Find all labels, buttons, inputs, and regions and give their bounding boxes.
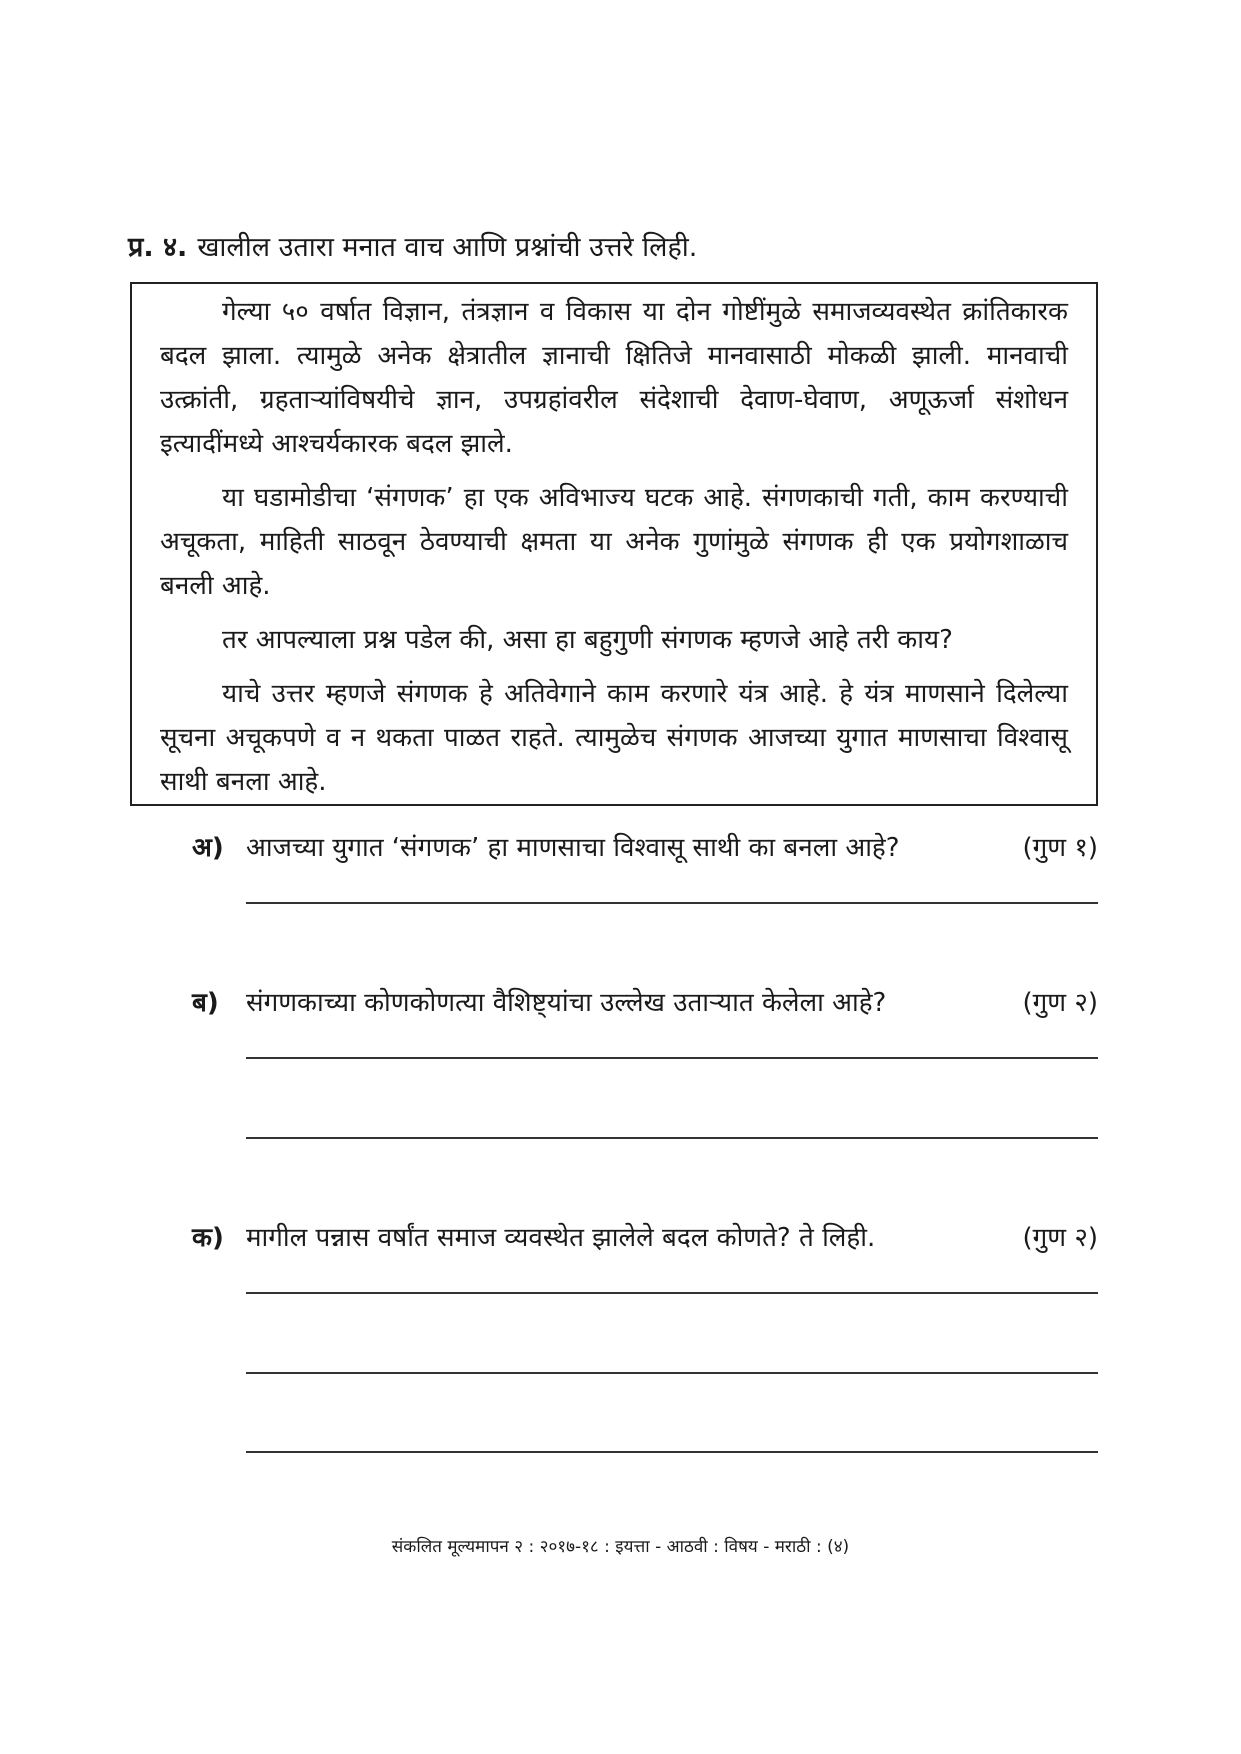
passage-paragraph: गेल्या ५० वर्षात विज्ञान, तंत्रज्ञान व विकास या दोन गोष्टींमुळे समाजव्यवस्थेत क्रांतिकारक बदल झाला. त्यामुळे अनेक क्षेत्रातील ज्ञानाची क्षितिजे मानवासाठी मोकळी झाली. मानवाची उत्क्रांती, ग्रहताऱ्यांविषयीचे ज्ञान, उपग्रहांवरील संदेशाची देवाण-घेवाण, अणूऊर्जा संशोधन इत्यादींमध्ये आश्चर्यकारक बदल झाले. (160, 297, 1068, 459)
sub-question-b (192, 981, 1098, 1025)
sub-question-text: आजच्या युगात ‘संगणक’ हा माणसाचा विश्वासू साथी का बनला आहे? (246, 833, 900, 863)
passage-paragraph: या घडामोडीचा ‘संगणक’ हा एक अविभाज्य घटक आहे. संगणकाची गती, काम करण्याची अचूकता, माहिती साठवून ठेवण्याची क्षमता या अनेक गुणांमुळे संगणक ही एक प्रयोगशाळाच बनली आहे. (160, 483, 1068, 601)
passage-paragraph: याचे उत्तर म्हणजे संगणक हे अतिवेगाने काम करणारे यंत्र आहे. हे यंत्र माणसाने दिलेल्या सूचना अचूकपणे व न थकता पाळत राहते. त्यामुळेच संगणक आजच्या युगात माणसाचा विश्वासू साथी बनला आहे. (160, 679, 1068, 797)
marks-label: (गुण १) (1022, 833, 1098, 863)
question-heading (128, 228, 697, 268)
sub-question-c (192, 1216, 1098, 1260)
sub-question-a (192, 826, 1098, 870)
question-number: प्र. ४. (128, 232, 188, 263)
passage-paragraph: तर आपल्याला प्रश्न पडेल की, असा हा बहुगुणी संगणक म्हणजे आहे तरी काय? (222, 625, 953, 655)
answer-line[interactable] (246, 1372, 1098, 1374)
sub-question-label: ब) (192, 988, 219, 1018)
sub-question-text: मागील पन्नास वर्षांत समाज व्यवस्थेत झालेले बदल कोणते? ते लिही. (246, 1223, 876, 1253)
passage-box (130, 282, 1098, 806)
answer-line[interactable] (246, 1137, 1098, 1139)
sub-question-text: संगणकाच्या कोणकोणत्या वैशिष्ट्यांचा उल्लेख उताऱ्यात केलेला आहे? (246, 988, 887, 1018)
sub-question-label: अ) (192, 833, 224, 863)
question-instruction: खालील उतारा मनात वाच आणि प्रश्नांची उत्तरे लिही. (197, 232, 698, 263)
marks-label: (गुण २) (1022, 988, 1098, 1018)
answer-line[interactable] (246, 1292, 1098, 1294)
sub-question-label: क) (192, 1223, 224, 1253)
answer-line[interactable] (246, 902, 1098, 904)
answer-line[interactable] (246, 1057, 1098, 1059)
answer-line[interactable] (246, 1451, 1098, 1453)
marks-label: (गुण २) (1022, 1223, 1098, 1253)
page-footer: संकलित मूल्यमापन २ : २०१७-१८ : इयत्ता - आठवी : विषय - मराठी : (४) (391, 1537, 850, 1557)
